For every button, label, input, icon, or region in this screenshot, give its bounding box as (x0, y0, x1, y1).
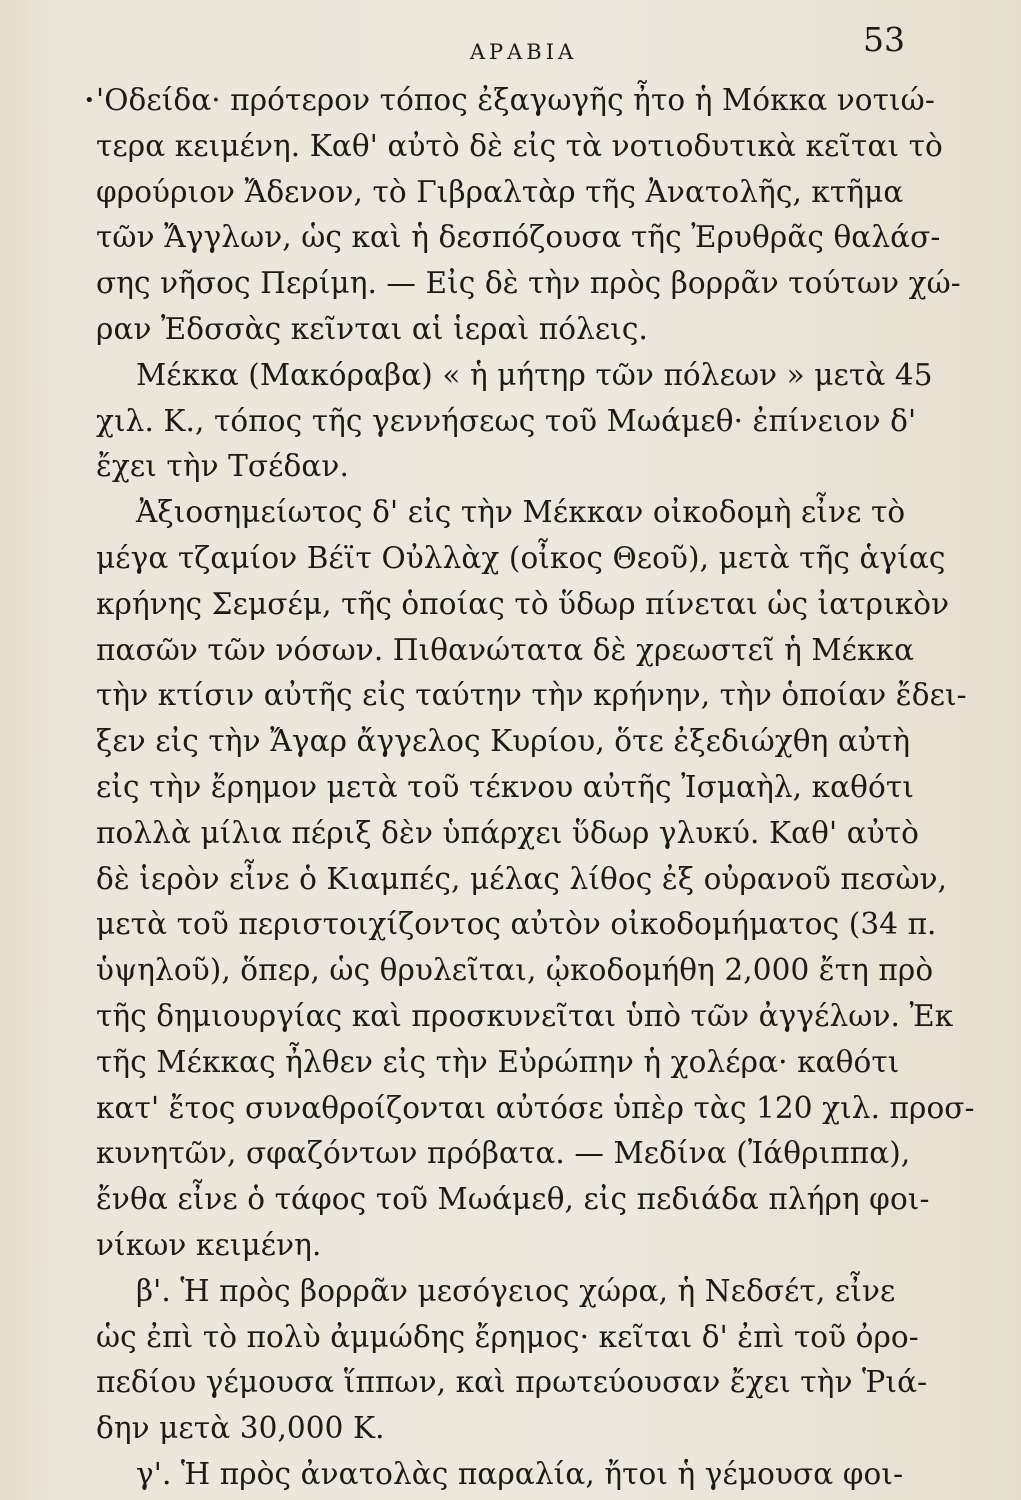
text-line: μέγα τζαμίον Βέϊτ Οὐλλὰχ (οἶκος Θεοῦ), μετὰ τῆς ἁγίας (96, 540, 946, 575)
line-text: 'Οδείδα· πρότερον τόπος ἐξαγωγῆς ἦτο ἡ Μόκκα νοτιώ- (96, 83, 935, 117)
text-line: μετὰ τοῦ περιστοιχίζοντος αὐτὸν οἰκοδομήματος (34 π. (96, 907, 937, 942)
text-line: πεδίου γέμουσα ἵππων, καὶ πρωτεύουσαν ἔχει τὴν Ῥιά- (96, 1365, 928, 1400)
text-line: Ἀξιοσημείωτος δ' εἰς τὴν Μέκκαν οἰκοδομὴ εἶνε τὸ (136, 495, 906, 530)
text-line: τῆς δημιουργίας καὶ προσκυνεῖται ὑπὸ τῶν ἀγγέλων. Ἐκ (96, 998, 954, 1033)
page-number: 53 (863, 20, 905, 59)
text-line: δὲ ἱερὸν εἶνε ὁ Κιαμπές, μέλας λίθος ἐξ οὐρανοῦ πεσὼν, (96, 861, 948, 896)
text-line: κρήνης Σεμσέμ, τῆς ὁποίας τὸ ὕδωρ πίνεται ὡς ἰατρικὸν (96, 586, 950, 621)
running-head: ΑΡΑΒΙΑ (469, 40, 578, 64)
text-line: δην μετὰ 30,000 Κ. (96, 1411, 385, 1446)
text-line: γ'. Ἡ πρὸς ἀνατολὰς παραλία, ἤτοι ἡ γέμουσα φοι- (136, 1456, 904, 1491)
text-line: νίκων κειμένη. (96, 1227, 322, 1262)
text-line: ἔνθα εἶνε ὁ τάφος τοῦ Μωάμεθ, εἰς πεδιάδα πλήρη φοι- (96, 1182, 930, 1217)
text-line: β'. Ἡ πρὸς βορρᾶν μεσόγειος χώρα, ἡ Νεδσέτ, εἶνε (136, 1273, 896, 1308)
text-line: χιλ. Κ., τόπος τῆς γεννήσεως τοῦ Μωάμεθ· ἐπίνειον δ' (96, 403, 917, 438)
text-line: τὴν κτίσιν αὐτῆς εἰς ταύτην τὴν κρήνην, τὴν ὁποίαν ἔδει- (96, 678, 967, 713)
text-line: εἰς τὴν ἔρημον μετὰ τοῦ τέκνου αὐτῆς Ἰσμαὴλ, καθότι (96, 769, 914, 804)
text-line: πολλὰ μίλια πέριξ δὲν ὑπάρχει ὕδωρ γλυκύ. Καθ' αὐτὸ (96, 815, 920, 850)
text-line: τερα κειμένη. Καθ' αὐτὸ δὲ εἰς τὰ νοτιοδυτικὰ κεῖται τὸ (96, 128, 943, 163)
text-line: Μέκκα (Μακόραβα) « ἡ μήτηρ τῶν πόλεων » μετὰ 45 (136, 357, 933, 392)
body-text (84, 78, 975, 1498)
text-line: ραν Ἐδσσὰς κεῖνται αἱ ἱεραὶ πόλεις. (96, 311, 649, 346)
text-line: φρούριον Ἄδενον, τὸ Γιβραλτὰρ τῆς Ἀνατολῆς, κτῆμα (96, 174, 904, 209)
text-line: πασῶν τῶν νόσων. Πιθανώτατα δὲ χρεωστεῖ ἡ Μέκκα (96, 632, 915, 667)
page-header (96, 20, 951, 80)
text-line: τῶν Ἄγγλων, ὡς καὶ ἡ δεσπόζουσα τῆς Ἐρυθρᾶς θαλάσ- (96, 220, 941, 255)
text-line: ξεν εἰς τὴν Ἄγαρ ἄγγελος Κυρίου, ὅτε ἐξεδιώχθη αὐτὴ (96, 724, 911, 759)
text-line: ὑψηλοῦ), ὅπερ, ὡς θρυλεῖται, ᾠκοδομήθη 2,000 ἔτη πρὸ (96, 953, 934, 988)
text-line: σης νῆσος Περίμη. — Εἰς δὲ τὴν πρὸς βορρᾶν τούτων χώ- (96, 266, 961, 301)
text-line: ἔχει τὴν Τσέδαν. (96, 449, 349, 484)
text-line (84, 78, 951, 124)
text-line: ὡς ἐπὶ τὸ πολὺ ἀμμώδης ἔρημος· κεῖται δ' ἐπὶ τοῦ ὀρο- (96, 1319, 919, 1354)
bullet-mark: • (84, 90, 95, 111)
text-line: τῆς Μέκκας ἦλθεν εἰς τὴν Εὐρώπην ἡ χολέρα· καθότι (96, 1044, 900, 1079)
text-line: κυνητῶν, σφαζόντων πρόβατα. — Μεδίνα (Ἰάθριππα), (96, 1136, 911, 1171)
text-line: κατ' ἔτος συναθροίζονται αὐτόσε ὑπὲρ τὰς 120 χιλ. προσ- (96, 1090, 975, 1125)
